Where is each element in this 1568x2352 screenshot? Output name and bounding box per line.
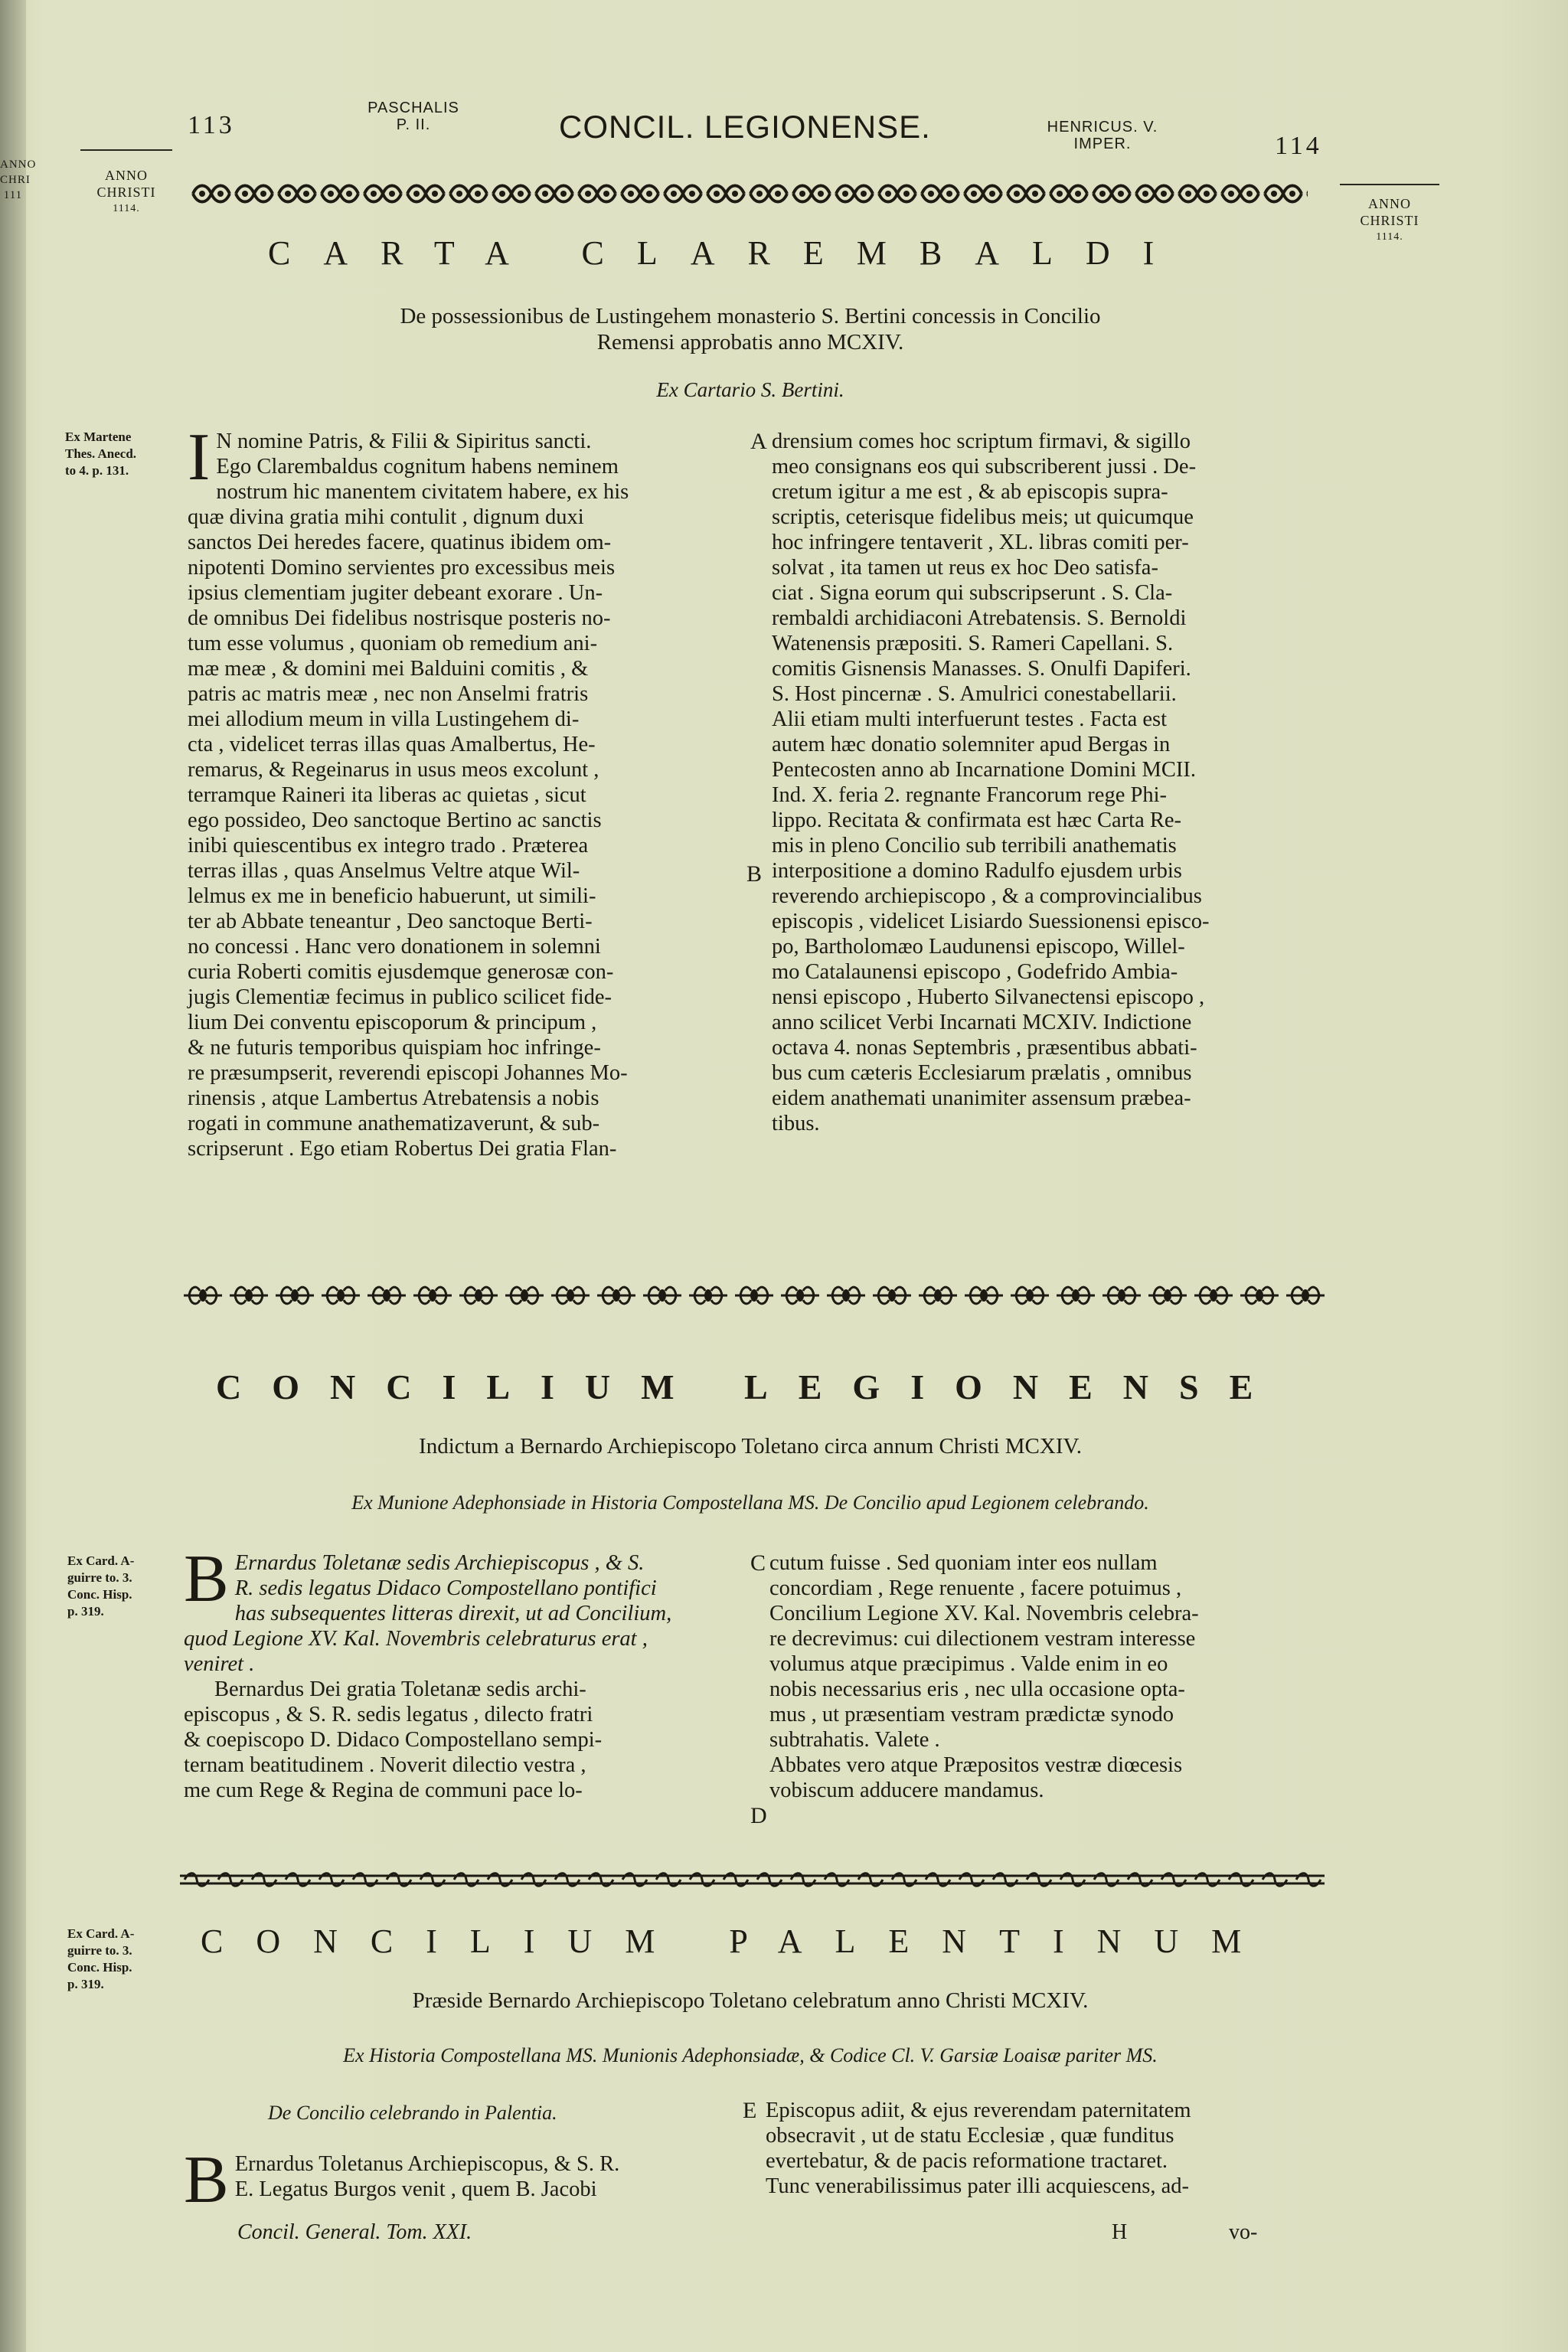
text-line: lippo. Recitata & confirmata est hæc Carta Re- <box>772 808 1181 832</box>
section3-heading: De Concilio celebrando in Palentia. <box>268 2102 557 2124</box>
ornament-band-lower <box>180 1868 1325 1891</box>
binding-shadow <box>0 0 37 2352</box>
text-line: solvat , ita tamen ut reus ex hoc Deo satisfa- <box>772 556 1158 580</box>
text-line: rogati in commune anathematizaverunt, & sub- <box>188 1112 600 1135</box>
section1-right-column <box>772 429 1323 1136</box>
section-letter-a: A <box>750 429 767 454</box>
text-line: subtrahatis. Valete . <box>769 1728 940 1752</box>
dropcap-b: B <box>184 1542 229 1616</box>
anno-christi-left: ANNO CHRISTI 1114. <box>96 168 156 214</box>
section3-right-column <box>766 2098 1321 2199</box>
text-line: Pentecosten anno ab Incarnatione Domini MCII. <box>772 758 1197 782</box>
text-line: bus cum cæteris Ecclesiarum prælatis , omnibus <box>772 1061 1192 1085</box>
text-line: rinensis , atque Lambertus Atrebatensis a nobis <box>188 1086 599 1110</box>
margin-note-aguirre-1: Ex Card. A- guirre to. 3. Conc. Hisp. p. 319. <box>67 1553 135 1619</box>
page-number-right: 114 <box>1275 132 1322 160</box>
running-title: CONCIL. LEGIONENSE. <box>559 109 931 145</box>
text-line: veniret . <box>184 1652 255 1676</box>
text-line: N nomine Patris, & Filii & Sipiritus sancti. <box>216 430 592 453</box>
section2-right-column <box>769 1550 1322 1803</box>
text-line: ego possideo, Deo sanctoque Bertino ac sanctis <box>188 808 602 832</box>
footer-collection: Concil. General. Tom. XXI. <box>237 2220 472 2244</box>
text-line: R. sedis legatus Didaco Compostellano pontifici <box>234 1576 657 1600</box>
text-line: tibus. <box>772 1112 820 1135</box>
section-letter-e: E <box>743 2098 757 2123</box>
footer-signature: H <box>1112 2220 1128 2244</box>
text-line: de omnibus Dei fidelibus nostrisque posteris no- <box>188 606 611 630</box>
text-line: rembaldi archidiaconi Atrebatensis. S. Bernoldi <box>772 606 1187 630</box>
text-line: mæ meæ , & domini mei Balduini comitis , & <box>188 657 589 681</box>
text-line: quod Legione XV. Kal. Novembris celebraturus erat , <box>184 1627 648 1651</box>
text-line: Ego Clarembaldus cognitum habens neminem <box>216 455 619 479</box>
text-line: Abbates vero atque Præpositos vestræ diœcesis <box>769 1753 1183 1777</box>
text-line: obsecravit , ut de statu Ecclesiæ , quæ funditus <box>766 2124 1174 2148</box>
text-line: mis in pleno Concilio sub terribili anathematis <box>772 834 1177 858</box>
ornament-band-middle <box>180 1280 1325 1311</box>
text-line: no concessi . Hanc vero donationem in solemni <box>188 935 601 959</box>
text-line: scriptis, ceterisque fidelibus meis; ut quicumque <box>772 505 1194 529</box>
text-line: Ernardus Toletanus Archiepiscopus, & S. R. <box>234 2152 620 2176</box>
text-line: ipsius clementiam jugiter debeant exorare . Un- <box>188 581 603 605</box>
text-line: S. Host pincernæ . S. Amulrici conestabellarii. <box>772 682 1177 706</box>
text-line: scripserunt . Ego etiam Robertus Dei gratia Flan- <box>188 1137 617 1161</box>
text-line: concordiam , Rege renuente , facere potuimus , <box>769 1576 1182 1600</box>
text-line: eidem anathemati unanimiter assensum præbea- <box>772 1086 1191 1110</box>
footer-catchword: vo- <box>1229 2220 1258 2244</box>
text-line: jugis Clementiæ fecimus in publico scilicet fide- <box>188 985 612 1009</box>
text-line: comitis Gisnensis Manasses. S. Onulfi Dapiferi. <box>772 657 1191 681</box>
text-line: episcopus , & S. R. sedis legatus , dilecto fratri <box>184 1703 593 1726</box>
text-line: meo consignans eos qui subscriberent jussi . De- <box>772 455 1197 479</box>
text-line: ciat . Signa eorum qui subscripserunt . S. Cla- <box>772 581 1173 605</box>
section-letter-d: D <box>750 1803 767 1828</box>
text-line: cutum fuisse . Sed quoniam inter eos nullam <box>769 1551 1158 1575</box>
text-line: has subsequentes litteras direxit, ut ad Concilium, <box>234 1602 672 1625</box>
text-line: episcopis , videlicet Lisiardo Suessionensi episco- <box>772 910 1210 933</box>
section1-subtitle: De possessionibus de Lustingehem monasterio S. Bertini concessis in Concilio Remensi approbatis anno MCXIV. <box>400 304 1101 354</box>
emperor-heading: HENRICUS. V. IMPER. <box>1047 119 1158 152</box>
text-line: tum esse volumus , quoniam ob remedium ani- <box>188 632 598 655</box>
text-line: Alii etiam multi interfuerunt testes . Facta est <box>772 707 1168 731</box>
text-line: nensi episcopo , Huberto Silvanectensi episcopo , <box>772 985 1205 1009</box>
section1-title: CARTA CLAREMBALDI <box>268 234 1187 272</box>
section-letter-c: C <box>750 1550 766 1576</box>
text-line: me cum Rege & Regina de communi pace lo- <box>184 1779 583 1802</box>
section3-source: Ex Historia Compostellana MS. Munionis Adephonsiadæ, & Codice Cl. V. Garsiæ Loaisæ pariter MS. <box>343 2044 1158 2066</box>
text-line: ternam beatitudinem . Noverit dilectio vestra , <box>184 1753 586 1777</box>
text-line: ter ab Abbate teneantur , Deo sanctoque Berti- <box>188 910 593 933</box>
section1-source: Ex Cartario S. Bertini. <box>656 378 844 401</box>
page-number-left: 113 <box>188 111 235 139</box>
text-line: interpositione a domino Radulfo ejusdem urbis <box>772 859 1182 883</box>
text-line: Bernardus Dei gratia Toletanæ sedis archi- <box>214 1677 586 1701</box>
text-line: cta , videlicet terras illas quas Amalbertus, He- <box>188 733 596 756</box>
section3-title: CONCILIUM PALENTINUM <box>201 1922 1275 1960</box>
margin-rule-right <box>1340 184 1439 185</box>
text-line: remarus, & Regeinarus in usus meos excolunt , <box>188 758 599 782</box>
text-line: vobiscum adducere mandamus. <box>769 1779 1044 1802</box>
dropcap-b-2: B <box>184 2143 229 2217</box>
text-line: nipotenti Domino servientes pro excessibus meis <box>188 556 616 580</box>
margin-rule-left <box>80 149 172 151</box>
pope-heading: PASCHALIS P. II. <box>368 100 459 133</box>
text-line: terras illas , quas Anselmus Veltre atque Wil- <box>188 859 580 883</box>
section2-title: CONCILIUM LEGIONENSE <box>216 1367 1284 1406</box>
dropcap-i: I <box>188 420 211 495</box>
text-line: volumus atque præcipimus . Valde enim in eo <box>769 1652 1168 1676</box>
text-line: mei allodium meum in villa Lustingehem di- <box>188 707 580 731</box>
text-line: po, Bartholomæo Laudunensi episcopo, Willel- <box>772 935 1185 959</box>
text-line: cretum igitur a me est , & ab episcopis supra- <box>772 480 1168 504</box>
text-line: Concilium Legione XV. Kal. Novembris celebra- <box>769 1602 1199 1625</box>
text-line: nostrum hic manentem civitatem habere, ex his <box>216 480 629 504</box>
margin-note-martene: Ex Martene Thes. Anecd. to 4. p. 131. <box>65 430 137 478</box>
text-line: lelmus ex me in beneficio habuerunt, ut simili- <box>188 884 596 908</box>
text-line: autem hæc donatio solemniter apud Bergas in <box>772 733 1171 756</box>
text-line: Watenensis præpositi. S. Rameri Capellani. S. <box>772 632 1174 655</box>
text-line: re præsumpserit, reverendi episcopi Johannes Mo- <box>188 1061 628 1085</box>
text-line: mo Catalaunensi episcopo , Godefrido Ambia- <box>772 960 1178 984</box>
text-line: Ind. X. feria 2. regnante Francorum rege Phi- <box>772 783 1167 807</box>
section2-source: Ex Munione Adephonsiade in Historia Compostellana MS. De Concilio apud Legionem celebrando. <box>351 1491 1149 1514</box>
text-line: octava 4. nonas Septembris , præsentibus abbati- <box>772 1036 1197 1060</box>
text-line: drensium comes hoc scriptum firmavi, & sigillo <box>772 430 1191 453</box>
text-line: hoc infringere tentaverit , XL. libras comiti per- <box>772 531 1189 554</box>
text-line: & coepiscopo D. Didaco Compostellano sempi- <box>184 1728 603 1752</box>
text-line: curia Roberti comitis ejusdemque generosæ con- <box>188 960 614 984</box>
section3-subtitle: Præside Bernardo Archiepiscopo Toletano celebratum anno Christi MCXIV. <box>412 1988 1089 2013</box>
text-line: reverendo archiepiscopo , & a comprovincialibus <box>772 884 1202 908</box>
section3-left-column <box>184 2143 743 2217</box>
text-line: Ernardus Toletanæ sedis Archiepiscopus , & S. <box>234 1551 645 1575</box>
text-line: Episcopus adiit, & ejus reverendam paternitatem <box>766 2099 1191 2122</box>
text-line: E. Legatus Burgos venit , quem B. Jacobi <box>234 2177 597 2201</box>
text-line: lium Dei conventu episcoporum & principum , <box>188 1011 597 1034</box>
section2-subtitle: Indictum a Bernardo Archiepiscopo Toletano circa annum Christi MCXIV. <box>419 1434 1082 1459</box>
text-line: patris ac matris meæ , nec non Anselmi fratris <box>188 682 589 706</box>
text-line: Tunc venerabilissimus pater illi acquiescens, ad- <box>766 2174 1189 2198</box>
section2-left-column <box>184 1542 754 1803</box>
margin-note-aguirre-2: Ex Card. A- guirre to. 3. Conc. Hisp. p. 319. <box>67 1926 135 1991</box>
text-line: quæ divina gratia mihi contulit , dignum duxi <box>188 505 584 529</box>
text-line: evertebatur, & de pacis reformatione tractaret. <box>766 2149 1168 2173</box>
text-line: & ne futuris temporibus quispiam hoc infringe- <box>188 1036 601 1060</box>
text-line: inibi quiescentibus ex integro trado . Præterea <box>188 834 589 858</box>
section1-left-column <box>188 420 750 1161</box>
section-letter-b: B <box>746 861 763 887</box>
text-line: terramque Raineri ita liberas ac quietas , sicut <box>188 783 586 807</box>
anno-christi-right: ANNO CHRISTI 1114. <box>1360 196 1419 243</box>
text-line: mus , ut præsentiam vestram prædictæ synodo <box>769 1703 1174 1726</box>
ornament-band-top <box>190 180 1308 207</box>
text-line: re decrevimus: cui dilectionem vestram interesse <box>769 1627 1196 1651</box>
text-line: sanctos Dei heredes facere, quatinus ibidem om- <box>188 531 612 554</box>
facing-page-fragment: ANNO CHRI 111 <box>0 158 37 201</box>
text-line: anno scilicet Verbi Incarnati MCXIV. Indictione <box>772 1011 1192 1034</box>
text-line: nobis necessarius eris , nec ulla occasione opta- <box>769 1677 1185 1701</box>
